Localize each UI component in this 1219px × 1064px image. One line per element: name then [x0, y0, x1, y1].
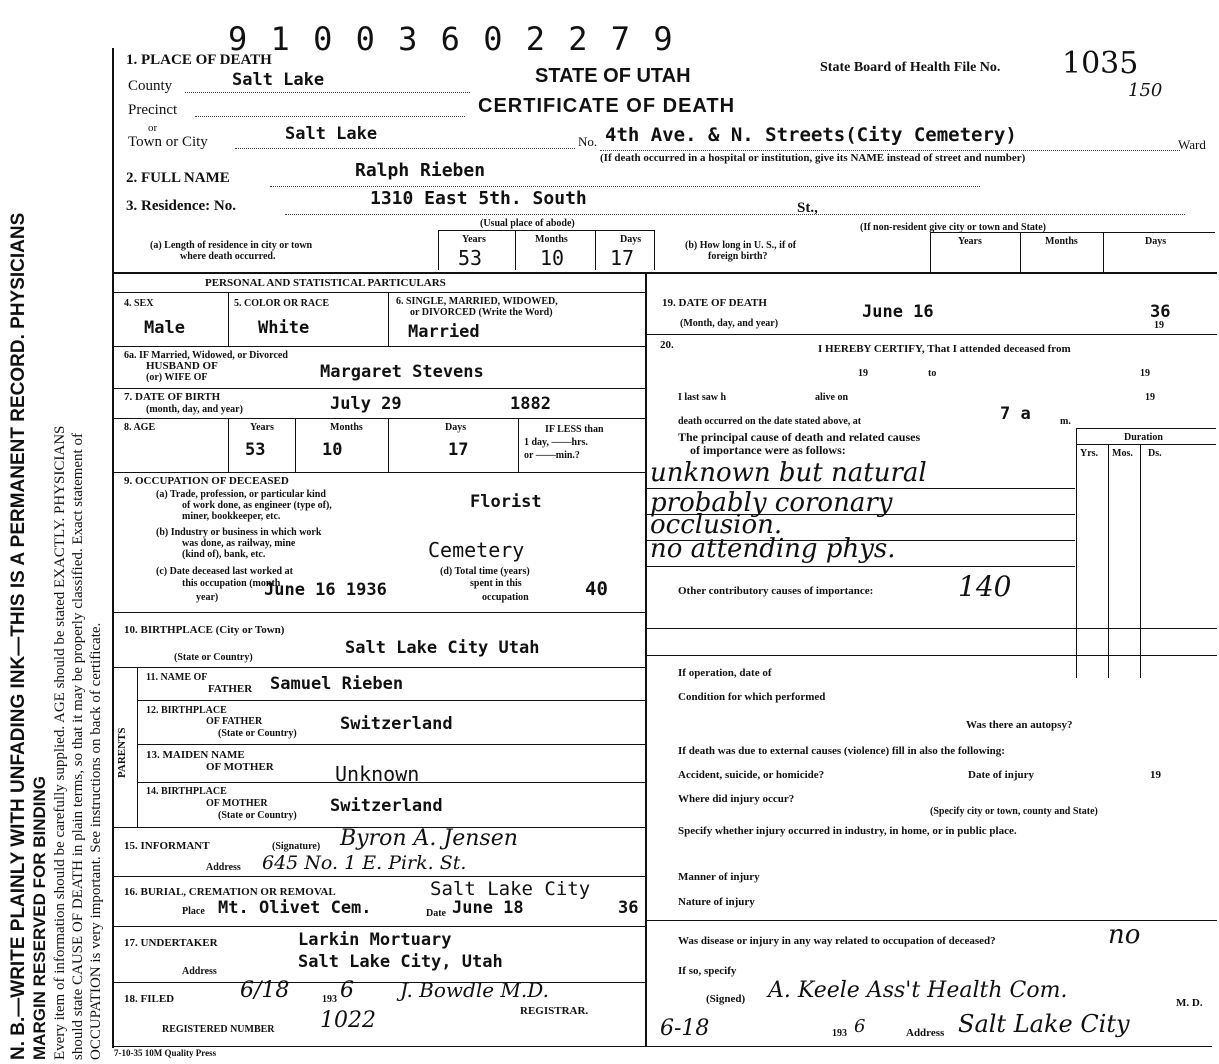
- informant-signature: Byron A. Jensen: [340, 826, 518, 851]
- certify-from-19: 19: [858, 368, 868, 379]
- disease-answer: no: [1108, 920, 1141, 950]
- length-residence-label-2: where death occurred.: [180, 251, 276, 262]
- res-months-label: Months: [535, 234, 568, 245]
- occ-a-1: (a) Trade, profession, or particular kind: [156, 489, 326, 500]
- other-row-2: [645, 655, 1217, 656]
- fbirth-label-2: OF FATHER: [206, 716, 263, 727]
- place-of-death-label: 1. PLACE OF DEATH: [126, 52, 272, 68]
- dob-label-2: (month, day, and year): [146, 404, 243, 415]
- father-value: Samuel Rieben: [270, 674, 404, 694]
- row-line-10: [112, 667, 645, 668]
- spouse-label-1: 6a. IF Married, Widowed, or Divorced: [124, 350, 288, 361]
- res-years-value: 53: [458, 246, 483, 270]
- form-left-border: [112, 48, 114, 1048]
- age-days-label: Days: [445, 422, 467, 433]
- age-months-value: 10: [322, 440, 343, 460]
- condition-label: Condition for which performed: [678, 691, 826, 703]
- father-label-1: 11. NAME OF: [146, 672, 208, 683]
- occ-d-value: 40: [585, 578, 608, 600]
- county-value: Salt Lake: [232, 70, 325, 90]
- filed-year-prefix: 193: [322, 994, 337, 1005]
- us-box-v3: [1103, 232, 1104, 272]
- occ-d-2: spent in this: [470, 578, 522, 589]
- fbirth-label-1: 12. BIRTHPLACE: [146, 705, 227, 716]
- us-months-label: Months: [1045, 236, 1078, 247]
- us-box-top: [930, 232, 1215, 233]
- certify-number: 20.: [660, 339, 674, 351]
- dod-year-prefix: 19: [1154, 320, 1164, 331]
- street-prefix: No.: [578, 134, 598, 149]
- burial-date: June 18: [452, 898, 524, 918]
- row-line-17: [112, 982, 645, 983]
- res-months-value: 10: [540, 246, 565, 270]
- precinct-label: Precinct: [128, 102, 178, 118]
- informant-label: 15. INFORMANT: [124, 840, 210, 852]
- certify-to-19: 19: [1140, 368, 1150, 379]
- age-v1: [228, 418, 229, 472]
- mother-value: Unknown: [335, 762, 420, 786]
- mbirth-label-2: OF MOTHER: [206, 798, 268, 809]
- mos-label: Mos.: [1112, 448, 1133, 459]
- undertaker-label: 17. UNDERTAKER: [124, 937, 218, 949]
- other-causes-value: 140: [958, 570, 1012, 603]
- row-line-6a: [112, 388, 645, 389]
- injury-date-19: 19: [1150, 769, 1161, 781]
- usual-abode-note: (Usual place of abode): [480, 218, 575, 229]
- us-box-v2: [1020, 232, 1021, 272]
- residence-label: 3. Residence: No.: [126, 198, 236, 214]
- duration-mid: [1076, 444, 1216, 445]
- age-months-label: Months: [330, 422, 363, 433]
- right-line-19: [645, 334, 1217, 335]
- certificate-title: CERTIFICATE OF DEATH: [478, 95, 736, 117]
- cause-line-2: probably coronary: [650, 488, 893, 518]
- occ-c-value: June 16 1936: [264, 580, 387, 600]
- res-box-v3: [595, 230, 596, 270]
- informant-address-label: Address: [206, 862, 241, 873]
- margin-line-4: OCCUPATION is very important. See instructions on back of certificate.: [88, 622, 104, 1060]
- occurred-label: death occurred on the date stated above, at: [678, 416, 862, 427]
- filed-label: 18. FILED: [124, 993, 175, 1005]
- row-line-16: [112, 926, 645, 927]
- spouse-label-3: (or) WIFE OF: [146, 372, 208, 383]
- or-label: or: [148, 122, 158, 134]
- town-line: [235, 148, 575, 149]
- physician-signature: A. Keele Ass't Health Com.: [768, 978, 1068, 1003]
- disease-related-label: Was disease or injury in any way related to occupation of deceased?: [678, 935, 996, 947]
- birthplace-label: 10. BIRTHPLACE (City or Town): [124, 624, 285, 636]
- dod-label-2: (Month, day, and year): [680, 318, 779, 329]
- registrar-label: REGISTRAR.: [520, 1005, 589, 1017]
- age-years-value: 53: [245, 440, 266, 460]
- occ-b-value: Cemetery: [428, 538, 525, 562]
- dod-year: 36: [1150, 302, 1171, 322]
- ward-label: Ward: [1178, 137, 1206, 152]
- duration-v1: [1076, 428, 1077, 678]
- signed-date: 6-18: [660, 1016, 710, 1041]
- burial-city: Salt Lake City: [430, 878, 591, 900]
- street-label: St.,: [797, 200, 818, 216]
- cause-row-2: [645, 514, 1075, 515]
- age-label: 8. AGE: [124, 422, 156, 433]
- alive-on-19: 19: [1145, 392, 1155, 403]
- row-line-15: [112, 876, 645, 877]
- occ-c-3: year): [196, 592, 219, 603]
- sex-value: Male: [144, 318, 185, 338]
- dod-value: June 16: [862, 302, 934, 322]
- parents-label: PARENTS: [116, 727, 128, 778]
- street-line: [600, 150, 1180, 151]
- mbirth-value: Switzerland: [330, 796, 443, 816]
- signed-address-label: Address: [906, 1027, 945, 1039]
- column-divider: [645, 272, 647, 1047]
- res-box-v4: [654, 230, 655, 270]
- other-row-1: [645, 628, 1217, 629]
- file-label: State Board of Health File No.: [820, 60, 1001, 75]
- spouse-label-2: HUSBAND OF: [146, 360, 218, 372]
- informant-address: 645 No. 1 E. Pirk. St.: [262, 852, 467, 874]
- town-value: Salt Lake: [285, 124, 378, 144]
- cause-row-1: [645, 488, 1075, 489]
- res-days-label: Days: [620, 234, 642, 245]
- section-divider: [112, 272, 1217, 274]
- registered-number: 1022: [320, 1008, 376, 1033]
- row-line-8: [112, 472, 645, 473]
- race-divider: [388, 292, 389, 346]
- alive-on-label: alive on: [815, 392, 849, 403]
- operation-label: If operation, date of: [678, 667, 772, 679]
- external-causes-label: If death was due to external causes (violence) fill in also the following:: [678, 745, 1005, 757]
- filed-year: 6: [340, 978, 354, 1003]
- res-days-value: 17: [610, 246, 635, 270]
- foreign-birth-label-2: foreign birth?: [708, 251, 768, 262]
- burial-date-label: Date: [426, 908, 446, 919]
- cause-label-1: The principal cause of death and related causes: [678, 430, 921, 444]
- row-line-6: [112, 346, 645, 347]
- occ-b-1: (b) Industry or business in which work: [156, 527, 322, 538]
- mother-label-2: OF MOTHER: [206, 761, 274, 773]
- less-than-1: IF LESS than: [545, 424, 604, 435]
- birthplace-state-label: (State or Country): [174, 652, 253, 663]
- age-v2: [295, 418, 296, 472]
- md-label: M. D.: [1176, 997, 1203, 1009]
- res-years-label: Years: [462, 234, 486, 245]
- burial-place: Mt. Olivet Cem.: [218, 898, 372, 918]
- file-number: 1035: [1062, 46, 1139, 81]
- mother-label-1: 13. MAIDEN NAME: [146, 749, 245, 761]
- us-years-label: Years: [958, 236, 982, 247]
- sex-divider: [228, 292, 229, 346]
- yrs-label: Yrs.: [1080, 448, 1099, 459]
- occupation-label: 9. OCCUPATION OF DECEASED: [124, 475, 289, 487]
- print-footer: 7-10-35 10M Quality Press: [114, 1048, 217, 1058]
- age-v4: [518, 418, 519, 472]
- form-bottom-border: [112, 1046, 1212, 1047]
- duration-label: Duration: [1124, 432, 1163, 443]
- age-days-value: 17: [448, 440, 469, 460]
- length-residence-label-1: (a) Length of residence in city or town: [150, 240, 313, 251]
- state-title: STATE OF UTAH: [535, 65, 691, 87]
- residence-box-top: [438, 230, 654, 231]
- us-box-v1: [930, 232, 931, 272]
- precinct-line: [195, 116, 465, 117]
- row-line-11: [137, 700, 645, 701]
- undertaker-address-label: Address: [182, 966, 217, 977]
- res-box-v2: [515, 230, 516, 270]
- sex-label: 4. SEX: [124, 298, 154, 309]
- injury-date-label: Date of injury: [968, 769, 1034, 781]
- filed-date: 6/18: [240, 978, 290, 1003]
- duration-top: [1076, 428, 1216, 429]
- last-saw-label: I last saw h: [678, 392, 727, 403]
- duration-v3: [1140, 444, 1141, 678]
- occ-c-1: (c) Date deceased last worked at: [156, 566, 293, 577]
- fbirth-value: Switzerland: [340, 714, 453, 734]
- certify-text: I HEREBY CERTIFY, That I attended deceased from: [818, 343, 1071, 355]
- occ-c-2: this occupation (month: [182, 578, 281, 589]
- undertaker-address: Salt Lake City, Utah: [298, 952, 503, 972]
- residence-value: 1310 East 5th. South: [370, 188, 587, 209]
- us-days-label: Days: [1145, 236, 1167, 247]
- personal-title-line: [112, 292, 645, 293]
- file-subnumber: 150: [1128, 80, 1163, 101]
- personal-section-title: PERSONAL AND STATISTICAL PARTICULARS: [205, 277, 446, 289]
- registered-number-label: REGISTERED NUMBER: [162, 1024, 275, 1035]
- signature-label: (Signature): [272, 841, 321, 852]
- dob-label-1: 7. DATE OF BIRTH: [124, 391, 221, 403]
- signed-year: 6: [854, 1016, 866, 1037]
- age-years-label: Years: [250, 422, 274, 433]
- street-value: 4th Ave. & N. Streets(City Cemetery): [605, 124, 1017, 146]
- cause-row-3: [645, 540, 1075, 541]
- row-line-13: [137, 782, 645, 783]
- less-than-2: 1 day, ——hrs.: [524, 437, 588, 448]
- burial-year: 36: [618, 898, 639, 918]
- occ-b-3: (kind of), bank, etc.: [182, 549, 266, 560]
- birthplace-value: Salt Lake City Utah: [345, 638, 540, 658]
- other-causes-label: Other contributory causes of importance:: [678, 585, 874, 597]
- undertaker-value: Larkin Mortuary: [298, 930, 452, 950]
- mbirth-label-3: (State or Country): [218, 810, 297, 821]
- occ-d-3: occupation: [482, 592, 529, 603]
- m-label: m.: [1060, 416, 1071, 427]
- where-injury-label: Where did injury occur?: [678, 793, 795, 805]
- nature-label: Nature of injury: [678, 896, 755, 908]
- occ-a-3: miner, bookkeeper, etc.: [182, 511, 281, 522]
- full-name-label: 2. FULL NAME: [126, 170, 230, 186]
- duration-v2: [1108, 444, 1109, 678]
- burial-place-label: Place: [182, 906, 205, 917]
- signed-year-prefix: 193: [832, 1028, 847, 1039]
- registrar-signature: J. Bowdle M.D.: [400, 978, 549, 1002]
- occ-a-value: Florist: [470, 492, 542, 512]
- row-line-9: [112, 612, 645, 613]
- fbirth-label-3: (State or Country): [218, 728, 297, 739]
- marital-value: Married: [408, 322, 480, 342]
- margin-line-3: should state CAUSE OF DEATH in plain terms, so that it may be properly classified. Exact statement of: [70, 433, 86, 1060]
- father-label-2: FATHER: [208, 683, 253, 695]
- res-box-v1: [438, 230, 439, 270]
- dob-year: 1882: [510, 394, 551, 414]
- marital-label-2: or DIVORCED (Write the Word): [410, 307, 553, 318]
- full-name-line: [270, 186, 980, 187]
- specify-industry-label: Specify whether injury occurred in industry, in home, or in public place.: [678, 825, 1017, 837]
- cause-line-4: no attending phys.: [650, 534, 896, 564]
- foreign-birth-label-1: (b) How long in U. S., if of: [685, 240, 797, 251]
- margin-line-1: N. B.—WRITE PLAINLY WITH UNFADING INK—THIS IS A PERMANENT RECORD. PHYSICIANS: [8, 212, 29, 1060]
- row-line-12: [137, 744, 645, 745]
- accident-label: Accident, suicide, or homicide?: [678, 769, 825, 781]
- cause-row-4: [645, 566, 1075, 567]
- autopsy-label: Was there an autopsy?: [966, 719, 1073, 731]
- dod-label-1: 19. DATE OF DEATH: [662, 297, 767, 309]
- residence-line: [285, 214, 1185, 215]
- if-so-label: If so, specify: [678, 965, 737, 977]
- dob-month-day: July 29: [330, 394, 402, 414]
- occ-a-2: of work done, as engineer (type of),: [182, 500, 332, 511]
- full-name-value: Ralph Rieben: [355, 160, 486, 181]
- row-line-7: [112, 418, 645, 419]
- cause-line-3: occlusion.: [650, 510, 783, 540]
- specify-city-note: (Specify city or town, county and State): [930, 806, 1098, 817]
- occ-b-2: was done, as railway, mine: [182, 538, 296, 549]
- margin-header: MARGIN RESERVED FOR BINDING: [30, 776, 49, 1060]
- serial-number: 9 1 0 0 3 6 0 2 2 7 9: [228, 20, 675, 58]
- race-label: 5. COLOR OR RACE: [234, 298, 330, 309]
- cause-label-2: of importance were as follows:: [690, 443, 846, 457]
- nonresident-note: (If non-resident give city or town and State): [860, 222, 1047, 233]
- mbirth-label-1: 14. BIRTHPLACE: [146, 786, 227, 797]
- signed-label: (Signed): [706, 993, 746, 1005]
- parents-divider: [137, 667, 138, 827]
- county-line: [185, 92, 470, 93]
- county-label: County: [128, 78, 173, 94]
- death-time: 7 a: [1000, 404, 1031, 424]
- race-value: White: [258, 318, 310, 338]
- less-than-3: or ——min.?: [524, 450, 580, 461]
- ds-label: Ds.: [1148, 448, 1162, 459]
- occ-d-1: (d) Total time (years): [440, 566, 530, 577]
- certify-to: to: [928, 368, 937, 379]
- hospital-note: (If death occurred in a hospital or institution, give its NAME instead of street and number): [600, 152, 1026, 164]
- spouse-value: Margaret Stevens: [320, 362, 484, 382]
- marital-label-1: 6. SINGLE, MARRIED, WIDOWED,: [396, 296, 558, 307]
- manner-label: Manner of injury: [678, 871, 760, 883]
- age-v3: [388, 418, 389, 472]
- margin-line-2: Every item of information should be carefully supplied. AGE should be stated EXACTLY. PHYSICIANS: [52, 425, 68, 1060]
- cause-line-1: unknown but natural: [650, 458, 927, 488]
- signed-address: Salt Lake City: [958, 1010, 1130, 1038]
- town-label: Town or City: [128, 134, 208, 150]
- burial-label: 16. BURIAL, CREMATION OR REMOVAL: [124, 886, 336, 898]
